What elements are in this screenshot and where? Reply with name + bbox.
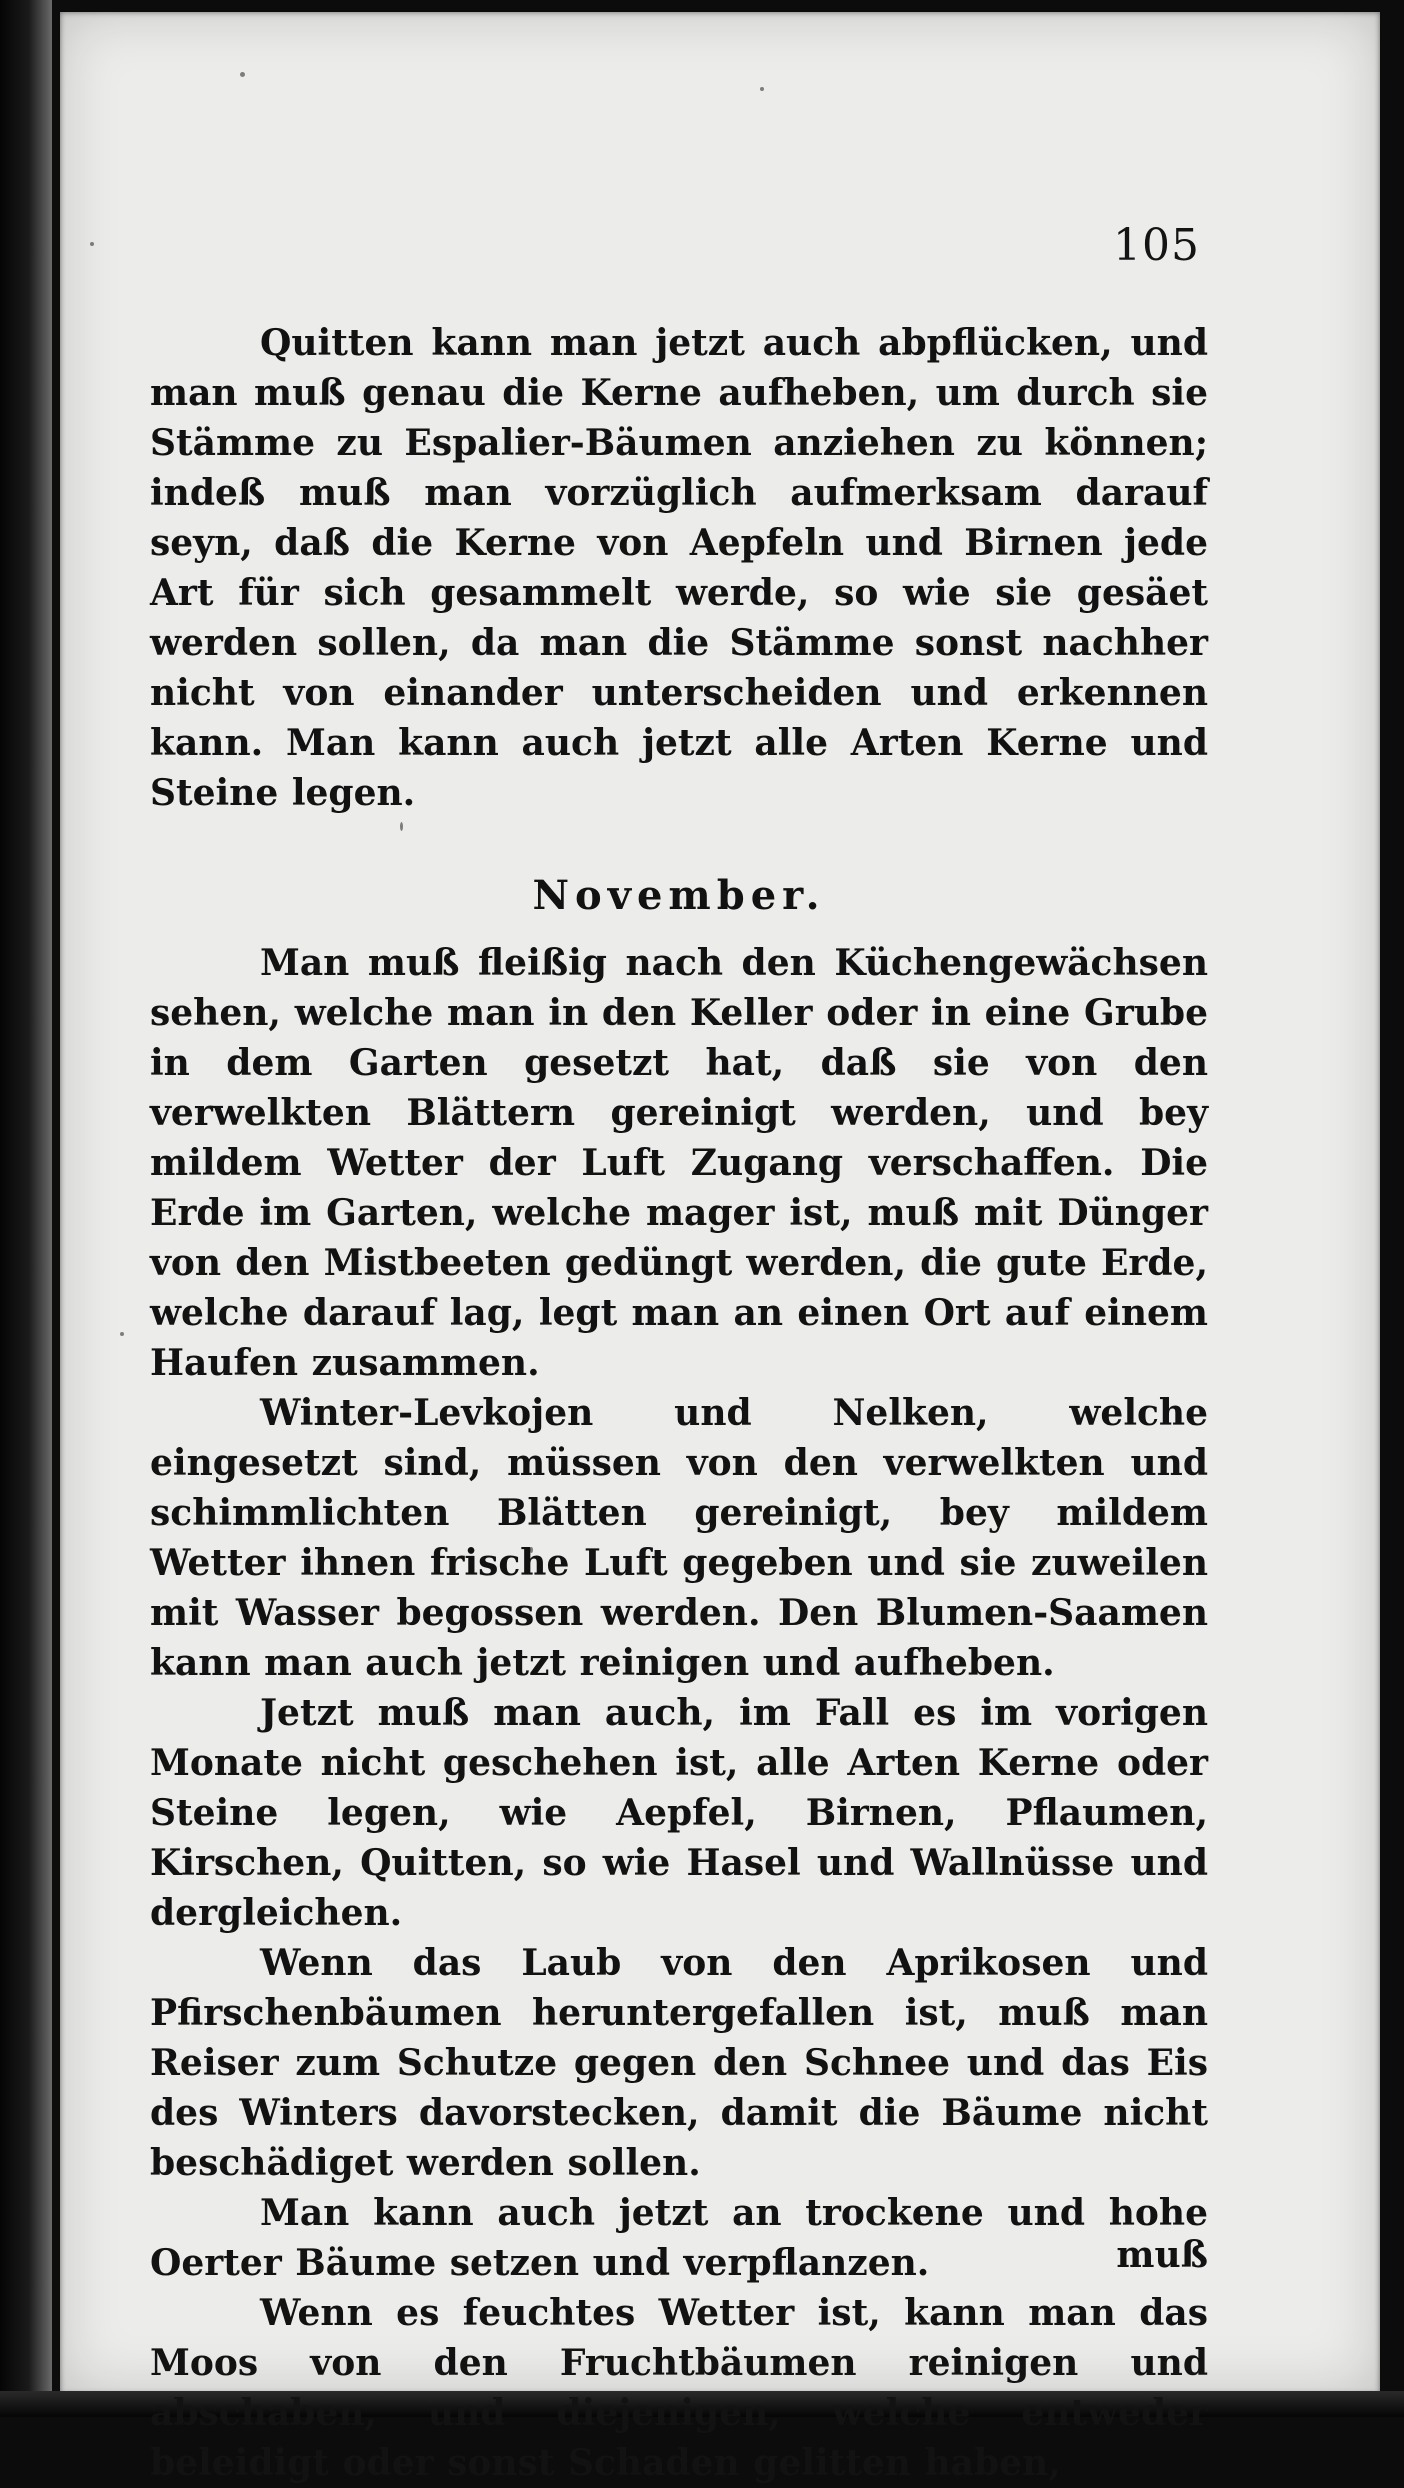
section-heading: November. [532,872,826,919]
paragraph-aprikosen: Wenn das Laub von den Aprikosen und Pfirschenbäumen heruntergefallen ist, muß man Reiser zum Schutze gegen den Schnee und das Eis des Winters davorstecken, damit die Bäume nicht beschädiget werden sollen. [150,1942,1208,2184]
paper-speck [120,1332,124,1336]
body-text [150,318,1208,2488]
paragraph-kuechengewaechse: Man muß fleißig nach den Küchengewächsen sehen, welche man in den Keller oder in eine Grube in dem Garten gesetzt hat, daß sie von den verwelkten Blättern gereinigt werden, und bey mildem Wetter der Luft Zugang verschaffen. Die Erde im Garten, welche mager ist, muß mit Dünger von den Mistbeeten gedüngt werden, die gute Erde, welche darauf lag, legt man an einen Ort auf einem Haufen zusammen. [150,942,1208,1384]
binding-shadow [0,0,52,2417]
paragraph-levkojen: Winter-Levkojen und Nelken, welche eingesetzt sind, müssen von den verwelkten und schimmlichten Blätten gereinigt, bey mildem Wetter ihnen frische Luft gegeben und sie zuweilen mit Wasser begossen werden. Den Blumen-Saamen kann man auch jetzt reinigen und aufheben. [150,1392,1208,1684]
paper-speck [760,87,764,91]
page-number: 105 [1113,220,1200,271]
paper-speck [90,242,94,246]
paragraph-baeume-setzen: Man kann auch jetzt an trockene und hohe Oerter Bäume setzen und verpflanzen. [150,2192,1208,2284]
paragraph-moos: Wenn es feuchtes Wetter ist, kann man das Moos von den Fruchtbäumen reinigen und abschaben, und diejenigen, welche entweder beleidigt oder sonst Schaden gelitten haben, [150,2292,1208,2484]
intro-paragraph: Quitten kann man jetzt auch abpflücken, und man muß genau die Kerne aufheben, um durch sie Stämme zu Espalier-Bäumen anziehen zu können; indeß muß man vorzüglich aufmerksam darauf seyn, daß die Kerne von Aepfeln und Birnen jede Art für sich gesammelt werde, so wie sie gesäet werden sollen, da man die Stämme sonst nachher nicht von einander unterscheiden und erkennen kann. Man kann auch jetzt alle Arten Kerne und Steine legen. [150,322,1208,814]
paper-speck [240,72,245,77]
paragraph-kerne-legen: Jetzt muß man auch, im Fall es im vorigen Monate nicht geschehen ist, alle Arten Kerne oder Steine legen, wie Aepfel, Birnen, Pflaumen, Kirschen, Quitten, so wie Hasel und Wallnüsse und dergleichen. [150,1692,1208,1934]
catchword: muß [1116,2234,1208,2276]
